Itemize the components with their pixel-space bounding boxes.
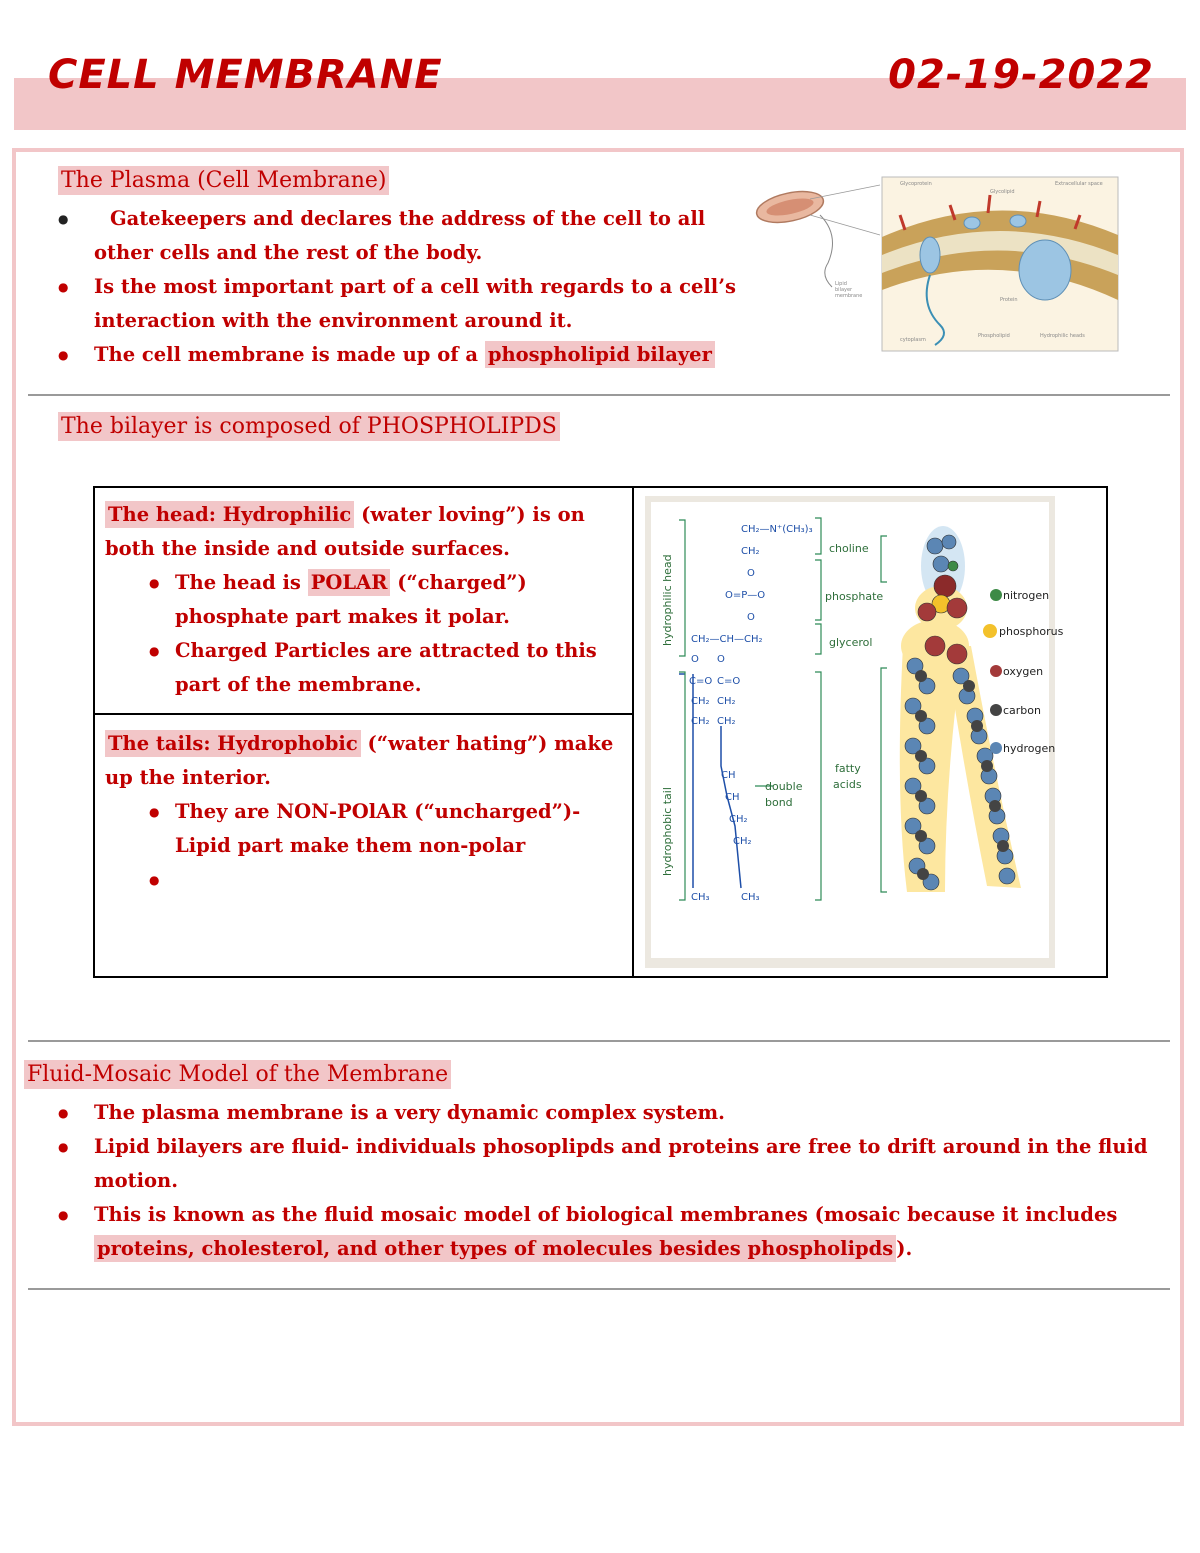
svg-text:CH: CH [721, 770, 736, 781]
svg-text:choline: choline [829, 542, 869, 555]
svg-text:O: O [717, 654, 725, 665]
svg-text:Phospholipid: Phospholipid [978, 333, 1010, 339]
svg-text:double: double [765, 780, 803, 793]
divider [28, 1288, 1170, 1290]
svg-text:membrane: membrane [835, 293, 863, 299]
list-item: ● Gatekeepers and declares the address of the cell to all other cells and the rest of the body. [58, 202, 738, 270]
section3-heading: Fluid-Mosaic Model of the Membrane [24, 1062, 451, 1087]
list-item: ● Is the most important part of a cell with regards to a cell’s interaction with the environment around it. [58, 270, 738, 338]
svg-text:hydrophobic tail: hydrophobic tail [661, 787, 674, 876]
svg-text:carbon: carbon [1003, 704, 1041, 717]
divider [28, 394, 1170, 396]
list-item [149, 863, 625, 897]
svg-text:acids: acids [833, 778, 862, 791]
section3-bullets [58, 1096, 1158, 1266]
svg-text:O: O [747, 568, 755, 579]
svg-text:CH₂: CH₂ [691, 696, 710, 707]
svg-text:C=O: C=O [717, 676, 741, 687]
membrane-illustration [750, 175, 1120, 353]
svg-text:Glycolipid: Glycolipid [990, 189, 1015, 195]
list-item: ● The plasma membrane is a very dynamic complex system. [58, 1096, 1158, 1130]
list-item: ● They are NON-POlAR (“uncharged”)-Lipid part make them non-polar [149, 795, 625, 863]
svg-text:CH₂: CH₂ [729, 814, 748, 825]
svg-text:CH₂—N⁺(CH₃)₃: CH₂—N⁺(CH₃)₃ [741, 524, 813, 535]
list-item: ● Lipid bilayers are fluid- individuals phosoplipds and proteins are free to drift around in the fluid motion. [58, 1130, 1158, 1198]
svg-text:oxygen: oxygen [1003, 665, 1044, 678]
svg-text:nitrogen: nitrogen [1003, 589, 1050, 602]
list-item: ● Charged Particles are attracted to this part of the membrane. [149, 634, 625, 702]
svg-text:Lipid: Lipid [835, 281, 847, 287]
section1-bullets [58, 202, 738, 372]
table-divider-horizontal [93, 713, 634, 715]
svg-text:fatty: fatty [835, 762, 861, 775]
svg-text:CH₂: CH₂ [717, 696, 736, 707]
svg-text:CH₂—CH—CH₂: CH₂—CH—CH₂ [691, 634, 763, 645]
page-date: 02-19-2022 [888, 52, 1154, 98]
svg-text:CH₃: CH₃ [691, 892, 710, 903]
svg-text:Extracellular space: Extracellular space [1055, 181, 1103, 187]
page-title: CELL MEMBRANE [48, 52, 443, 98]
svg-text:CH: CH [725, 792, 740, 803]
svg-text:CH₂: CH₂ [717, 716, 736, 727]
svg-text:cytoplasm: cytoplasm [900, 337, 926, 343]
list-item: ● The head is POLAR (“charged”) phosphate part makes it polar. [149, 566, 625, 634]
svg-text:CH₃: CH₃ [741, 892, 760, 903]
svg-text:bond: bond [765, 796, 793, 809]
svg-text:O=P—O: O=P—O [725, 590, 766, 601]
list-item: ● The cell membrane is made up of a phospholipid bilayer [58, 338, 738, 372]
list-item: ● This is known as the fluid mosaic model of biological membranes (mosaic because it includes proteins, cholesterol, and other types of molecules besides phospholipds ). [58, 1198, 1158, 1266]
table-divider-vertical [632, 486, 634, 978]
svg-text:phosphate: phosphate [825, 590, 884, 603]
svg-text:CH₂: CH₂ [733, 836, 752, 847]
divider [28, 1040, 1170, 1042]
head-cell: The head: Hydrophilic (water loving”) is on both the inside and outside surfaces. ● The head is POLAR (“charged”) phosphate part makes it polar. ● Charged Particles are attracted to this part of the membrane. [105, 498, 625, 702]
tail-cell: The tails: Hydrophobic (“water hating”) make up the interior. ● They are NON-POlAR (“uncharged”)-Lipid part make them non-polar ● [105, 727, 625, 897]
section2-heading: The bilayer is composed of PHOSPHOLIPDS [58, 414, 560, 439]
svg-text:O: O [747, 612, 755, 623]
svg-text:O: O [691, 654, 699, 665]
svg-text:C=O: C=O [689, 676, 713, 687]
svg-text:CH₂: CH₂ [691, 716, 710, 727]
phospholipid-figure [645, 496, 1064, 968]
svg-text:CH₂: CH₂ [741, 546, 760, 557]
svg-text:Glycoprotein: Glycoprotein [900, 181, 932, 187]
svg-text:glycerol: glycerol [829, 636, 873, 649]
svg-text:Protein: Protein [1000, 297, 1018, 303]
section1-heading: The Plasma (Cell Membrane) [58, 168, 389, 193]
svg-text:bilayer: bilayer [835, 287, 853, 293]
svg-text:hydrogen: hydrogen [1003, 742, 1056, 755]
svg-text:hydrophilic head: hydrophilic head [661, 554, 674, 646]
svg-text:Hydrophilic heads: Hydrophilic heads [1040, 333, 1085, 339]
svg-text:phosphorus: phosphorus [999, 625, 1064, 638]
